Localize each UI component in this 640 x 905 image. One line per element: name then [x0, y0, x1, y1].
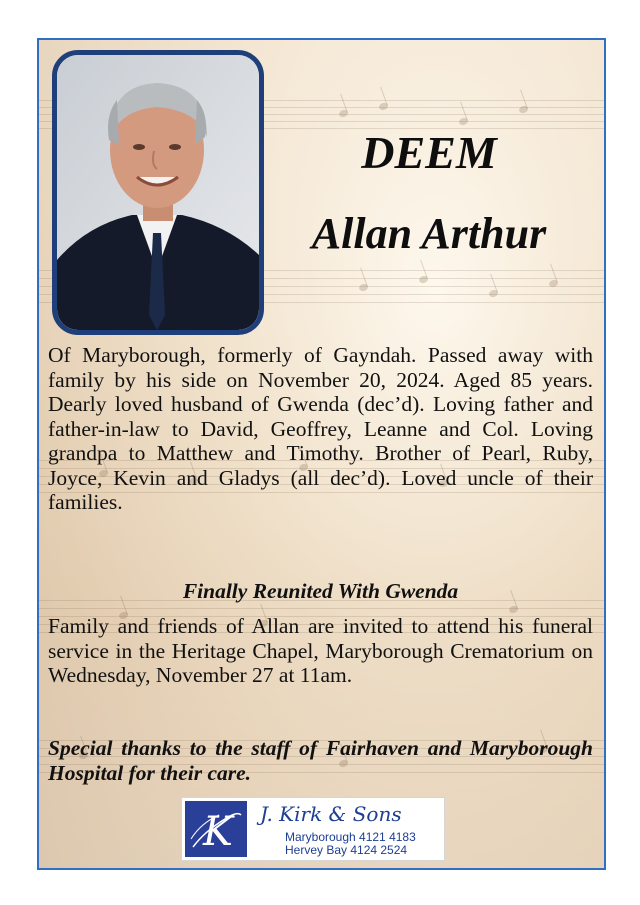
funeral-director-logo [181, 797, 445, 861]
obituary-paragraph: Of Maryborough, formerly of Gayndah. Passed away with family by his side on November 20, 2024. Aged 85 years. Dearly loved husband of Gwenda (dec’d). Loving father and father-in-law to David, Geoffrey, Leanne and Col. Loving grandpa to Matthew and Timothy. Brother of Pearl, Ruby, Joyce, Kevin and Gladys (all dec’d). Loved uncle of their families. [48, 343, 593, 514]
funeral-director-name: J. Kirk & Sons [260, 802, 402, 826]
hervey-bay-phone: Hervey Bay 4124 2524 [285, 843, 408, 857]
notice-frame [37, 38, 606, 870]
portrait-illustration [57, 55, 259, 330]
maryborough-phone: Maryborough 4121 4183 [285, 830, 416, 844]
portrait-photo [52, 50, 264, 335]
surname-heading: DEEM [361, 127, 497, 178]
kirk-monogram-icon [185, 801, 247, 857]
svg-text:K: K [203, 809, 233, 855]
funeral-service-paragraph: Family and friends of Allan are invited to attend his funeral service in the Heritage Chapel, Maryborough Crematorium on Wednesday, November 27 at 11am. [48, 614, 593, 687]
thanks-paragraph: Special thanks to the staff of Fairhaven and Maryborough Hospital for their care. [48, 736, 593, 785]
given-names-heading: Allan Arthur [311, 209, 547, 258]
tribute-line: Finally Reunited With Gwenda [182, 579, 459, 603]
